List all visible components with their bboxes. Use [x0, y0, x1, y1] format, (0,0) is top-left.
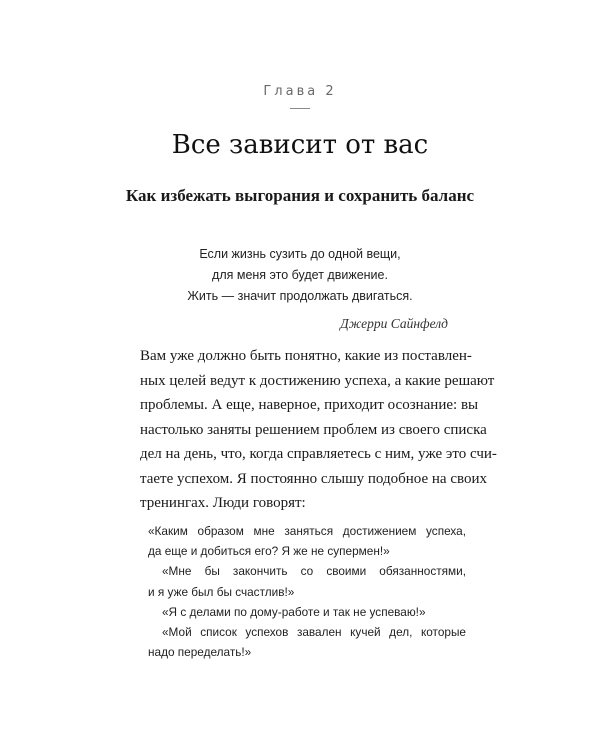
quote-line: надо переделать!»	[148, 645, 252, 660]
quote-line: да еще и добиться его? Я же не супермен!»	[148, 544, 390, 559]
epigraph-line: для меня это будет движение.	[212, 268, 388, 282]
chapter-subtitle: Как избежать выгорания и сохранить баланс	[125, 186, 475, 205]
body-line: ных целей ведут к достижению успеха, а какие решают	[140, 372, 495, 389]
chapter-label: Глава 2	[263, 84, 337, 99]
quote-line: «Я с делами по дому-работе и так не успеваю!»	[162, 604, 426, 619]
body-line: настолько заняты решением проблем из своего списка	[140, 421, 487, 438]
body-line: дел на день, что, когда справляетесь с ним, уже это счи-	[140, 446, 497, 462]
epigraph-line: Жить — значит продолжать двигаться.	[187, 289, 413, 303]
epigraph-line: Если жизнь сузить до одной вещи,	[199, 247, 401, 261]
body-paragraph	[140, 344, 497, 516]
epigraph	[0, 244, 600, 307]
quote-line: «Каким образом мне заняться достижением успеха,	[148, 524, 466, 538]
quote-line: и я уже был бы счастлив!»	[148, 584, 295, 599]
epigraph-author: Джерри Сайнфелд	[340, 316, 448, 331]
body-line: тренингах. Люди говорят:	[140, 495, 306, 511]
chapter-divider	[290, 108, 310, 109]
body-line: таете успехом. Я постоянно слышу подобное на своих	[140, 470, 487, 487]
quote-line: «Мой список успехов завален кучей дел, которые	[162, 625, 466, 640]
chapter-title: Все зависит от вас	[171, 130, 429, 160]
body-line: проблемы. А еще, наверное, приходит осознание: вы	[140, 397, 479, 413]
quote-line: «Мне бы закончить со своими обязанностями,	[162, 564, 466, 579]
quotes-block	[148, 521, 466, 662]
body-line: Вам уже должно быть понятно, какие из поставлен-	[140, 348, 472, 364]
